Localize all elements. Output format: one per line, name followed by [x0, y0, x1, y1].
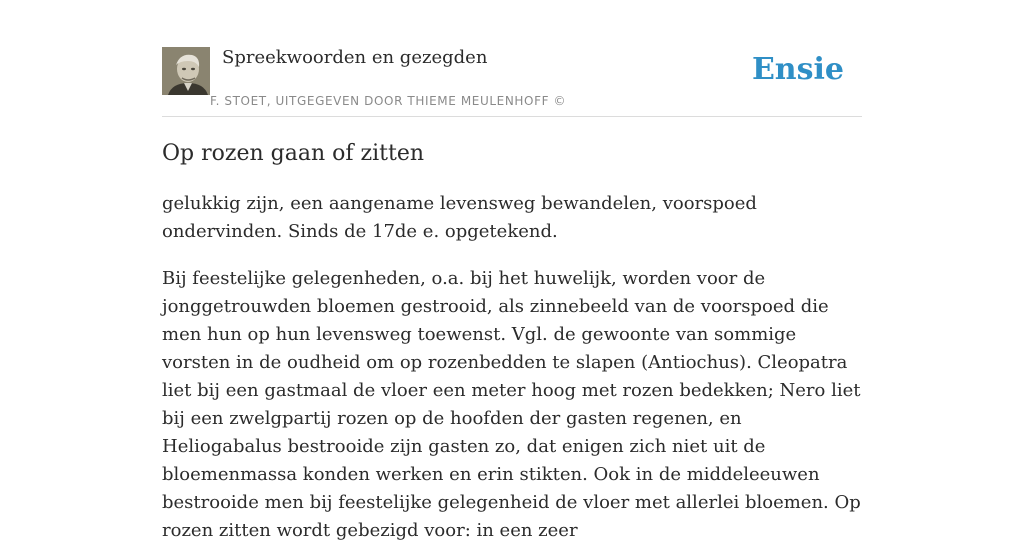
author-avatar[interactable]: [162, 47, 210, 95]
entry-definition: gelukkig zijn, een aangename levensweg bewandelen, voorspoed ondervinden. Sinds de 17de e. opgetekend.: [162, 193, 757, 242]
book-title[interactable]: Spreekwoorden en gezegden: [222, 47, 488, 68]
book-header: [162, 46, 862, 117]
book-credit: F. STOET, UITGEGEVEN DOOR THIEME MEULENHOFF ©: [210, 94, 567, 108]
entry-content: [162, 138, 862, 545]
author-portrait-icon: [162, 47, 210, 95]
entry-explanation: Bij feestelijke gelegenheden, o.a. bij het huwelijk, worden voor de jonggetrouwden bloemen gestrooid, als zinnebeeld van de voorspoed die men hun op hun levensweg toewenst. Vgl. de gewoonte van sommige vorsten in de oudheid om op rozenbedden te slapen (Antiochus). Cleopatra liet bij een gastmaal de vloer een meter hoog met rozen bedekken; Nero liet bij een zwelgpartij rozen op de hoofden der gasten regenen, en Heliogabalus bestrooide zijn gasten zo, dat enigen zich niet uit de bloemenmassa konden werken en erin stikten. Ook in de middeleeuwen bestrooide men bij feestelijke gelegenheid de vloer met allerlei bloemen. Op rozen zitten wordt gebezigd voor: in een zeer: [162, 268, 861, 541]
entry-term: Op rozen gaan of zitten: [162, 141, 425, 166]
ensie-logo[interactable]: Ensie: [751, 52, 844, 87]
